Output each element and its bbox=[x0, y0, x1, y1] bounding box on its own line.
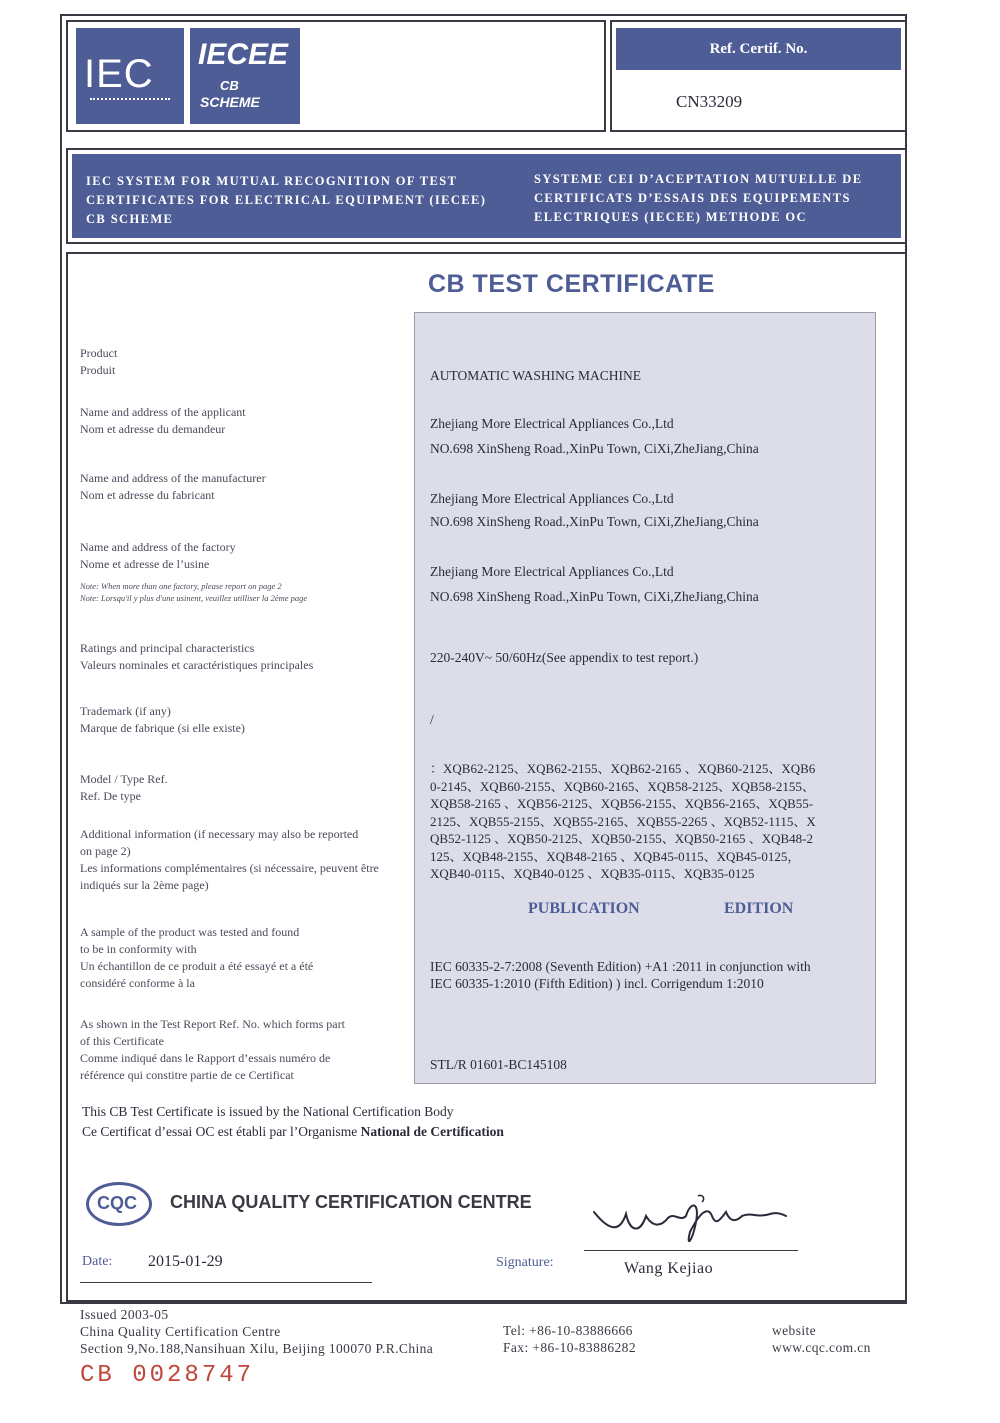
standard-line: IEC 60335-1:2010 (Fifth Edition) ) incl. Corrigendum 1:2010 bbox=[430, 976, 764, 991]
publication-heading: PUBLICATION bbox=[528, 900, 640, 917]
date-label: Date: bbox=[82, 1254, 113, 1269]
banner-fr-line: SYSTEME CEI D’ACEPTATION MUTUELLE DE bbox=[534, 172, 863, 186]
ratings-label bbox=[80, 640, 313, 674]
factory-label bbox=[80, 539, 236, 573]
footer-contact bbox=[503, 1322, 636, 1356]
footer-website: www.cqc.com.cn bbox=[772, 1340, 871, 1355]
label-en: Ratings and principal characteristics bbox=[80, 641, 255, 655]
model-line: QB52-1125 、XQB50-2125、XQB50-2155、XQB50-2165 、XQB48-2 bbox=[430, 831, 814, 846]
label-fr: indiqués sur la 2ème page) bbox=[80, 878, 209, 892]
factory-address: NO.698 XinSheng Road.,XinPu Town, CiXi,ZheJiang,China bbox=[430, 589, 759, 604]
product-label bbox=[80, 345, 117, 379]
ref-certificate-label: Ref. Certif. No. bbox=[616, 28, 901, 70]
ratings-value: 220-240V~ 50/60Hz(See appendix to test report.) bbox=[430, 650, 699, 665]
manufacturer-address: NO.698 XinSheng Road.,XinPu Town, CiXi,ZheJiang,China bbox=[430, 514, 759, 529]
standard-value bbox=[430, 958, 811, 992]
banner-english bbox=[86, 172, 516, 229]
label-en: Trademark (if any) bbox=[80, 704, 171, 718]
globe-icon bbox=[90, 98, 170, 110]
applicant-label bbox=[80, 404, 246, 438]
manufacturer-label bbox=[80, 470, 266, 504]
ref-certificate-number: CN33209 bbox=[676, 92, 743, 111]
label-en: Model / Type Ref. bbox=[80, 772, 168, 786]
signatory-name: Wang Kejiao bbox=[624, 1260, 714, 1277]
report-number: STL/R 01601-BC145108 bbox=[430, 1057, 567, 1072]
ref-certificate-box bbox=[610, 20, 907, 132]
trademark-label bbox=[80, 703, 245, 737]
label-fr: Un échantillon de ce produit a été essayé et a été bbox=[80, 959, 314, 973]
label-fr: Produit bbox=[80, 363, 116, 377]
model-label bbox=[80, 771, 168, 805]
iecee-logo-text: IECEE bbox=[198, 38, 289, 71]
cqc-logo bbox=[86, 1182, 152, 1226]
certificate-title: CB TEST CERTIFICATE bbox=[428, 270, 715, 298]
banner-french bbox=[534, 170, 894, 227]
footer-website-label: website bbox=[772, 1323, 817, 1338]
signature-underline bbox=[584, 1250, 798, 1251]
label-en: of this Certificate bbox=[80, 1034, 164, 1048]
label-fr: Ref. De type bbox=[80, 789, 141, 803]
cqc-logo-text: CQC bbox=[97, 1193, 137, 1213]
issuer-statement-fr bbox=[82, 1122, 504, 1142]
issuer-fr-bold: National de Certification bbox=[360, 1124, 504, 1139]
issuer-name: CHINA QUALITY CERTIFICATION CENTRE bbox=[170, 1192, 532, 1212]
label-fr: Valeurs nominales et caractéristiques principales bbox=[80, 658, 314, 672]
sample-label bbox=[80, 924, 313, 992]
label-en: Product bbox=[80, 346, 118, 360]
model-list bbox=[430, 760, 882, 883]
factory-name: Zhejiang More Electrical Appliances Co.,Ltd bbox=[430, 564, 674, 579]
label-fr: Les informations complémentaires (si nécessaire, peuvent être bbox=[80, 861, 379, 875]
applicant-address: NO.698 XinSheng Road.,XinPu Town, CiXi,ZheJiang,China bbox=[430, 441, 759, 456]
edition-heading: EDITION bbox=[724, 900, 794, 917]
label-fr: Marque de fabrique (si elle existe) bbox=[80, 721, 245, 735]
model-line: XQB40-0115、XQB40-0125 、XQB35-0115、XQB35-0125 bbox=[430, 866, 755, 881]
banner-en-line: CB SCHEME bbox=[86, 212, 174, 226]
label-en: Name and address of the applicant bbox=[80, 405, 246, 419]
label-en: A sample of the product was tested and found bbox=[80, 925, 300, 939]
certificate-serial: CB 0028747 bbox=[80, 1362, 255, 1389]
label-en: Name and address of the manufacturer bbox=[80, 471, 266, 485]
footer-fax: Fax: +86-10-83886282 bbox=[503, 1340, 636, 1355]
note-fr: Note: Lorsqu'il y plus d'une usinent, veuillez utilliser la 2ème page bbox=[80, 593, 308, 603]
label-en: Name and address of the factory bbox=[80, 540, 236, 554]
footer-tel: Tel: +86-10-83886666 bbox=[503, 1323, 633, 1338]
issuer-statement-en: This CB Test Certificate is issued by the National Certification Body bbox=[82, 1104, 454, 1119]
banner-en-line: CERTIFICATES FOR ELECTRICAL EQUIPMENT (IECEE) bbox=[86, 193, 487, 207]
footer-address: Section 9,No.188,Nansihuan Xilu, Beijing 100070 P.R.China bbox=[80, 1341, 434, 1356]
product-value: AUTOMATIC WASHING MACHINE bbox=[430, 368, 642, 383]
banner-en-line: IEC SYSTEM FOR MUTUAL RECOGNITION OF TEST bbox=[86, 174, 458, 188]
label-en: As shown in the Test Report Ref. No. which forms part bbox=[80, 1017, 345, 1031]
iec-logo bbox=[76, 28, 184, 124]
scheme-logo-text: SCHEME bbox=[200, 94, 260, 110]
model-line: ：XQB62-2125、XQB62-2155、XQB62-2165 、XQB60-2125、XQB6 bbox=[430, 761, 816, 776]
banner-fr-line: ELECTRIQUES (IECEE) METHODE OC bbox=[534, 210, 807, 224]
applicant-name: Zhejiang More Electrical Appliances Co.,Ltd bbox=[430, 416, 674, 431]
cb-logo-text: CB bbox=[220, 78, 239, 93]
report-label bbox=[80, 1016, 345, 1084]
label-fr: Nom et adresse du fabricant bbox=[80, 488, 215, 502]
label-fr: Nom et adresse du demandeur bbox=[80, 422, 226, 436]
label-en: on page 2) bbox=[80, 844, 131, 858]
footer-website-block bbox=[772, 1322, 871, 1356]
handwritten-signature bbox=[590, 1192, 790, 1252]
banner-fill bbox=[72, 154, 901, 238]
model-line: 125、XQB48-2155、XQB48-2165 、XQB45-0115、XQB45-0125， bbox=[430, 848, 801, 864]
signature-label: Signature: bbox=[496, 1255, 554, 1270]
date-underline bbox=[80, 1282, 372, 1283]
standard-line: IEC 60335-2-7:2008 (Seventh Edition) +A1 :2011 in conjunction with bbox=[430, 959, 811, 974]
footer-issuer bbox=[80, 1306, 433, 1357]
date-value: 2015-01-29 bbox=[148, 1253, 223, 1270]
footer-org: China Quality Certification Centre bbox=[80, 1324, 281, 1339]
label-en: Additional information (if necessary may also be reported bbox=[80, 827, 359, 841]
trademark-value: / bbox=[430, 712, 434, 727]
scheme-banner bbox=[66, 148, 907, 244]
factory-note bbox=[80, 580, 307, 604]
additional-info-label bbox=[80, 826, 379, 894]
footer-issued: Issued 2003-05 bbox=[80, 1307, 169, 1322]
banner-fr-line: CERTIFICATS D’ESSAIS DES EQUIPEMENTS bbox=[534, 191, 851, 205]
model-line: 0-2145、XQB60-2155、XQB60-2165、XQB58-2125、XQB58-2155、 bbox=[430, 778, 815, 794]
logo-box bbox=[66, 20, 606, 132]
issuer-statement bbox=[82, 1102, 504, 1142]
model-line: 2125、XQB55-2155、XQB55-2165、XQB55-2265 、XQB52-1115、X bbox=[430, 813, 816, 829]
manufacturer-name: Zhejiang More Electrical Appliances Co.,Ltd bbox=[430, 491, 674, 506]
iec-logo-text: IEC bbox=[84, 52, 154, 96]
label-fr: Comme indiqué dans le Rapport d’essais numéro de bbox=[80, 1051, 331, 1065]
label-fr: référence qui constitre partie de ce Certificat bbox=[80, 1068, 294, 1082]
label-en: to be in conformity with bbox=[80, 942, 197, 956]
iecee-logo bbox=[190, 28, 300, 124]
label-fr: considéré conforme à la bbox=[80, 976, 195, 990]
iec-iecee-logo bbox=[76, 28, 300, 124]
note-en: Note: When more than one factory, please report on page 2 bbox=[80, 581, 282, 591]
model-line: XQB58-2165 、XQB56-2125、XQB56-2155、XQB56-2165、XQB55- bbox=[430, 796, 814, 811]
issuer-fr-text: Ce Certificat d’essai OC est établi par l’Organisme bbox=[82, 1124, 361, 1139]
label-fr: Nome et adresse de l’usine bbox=[80, 557, 210, 571]
